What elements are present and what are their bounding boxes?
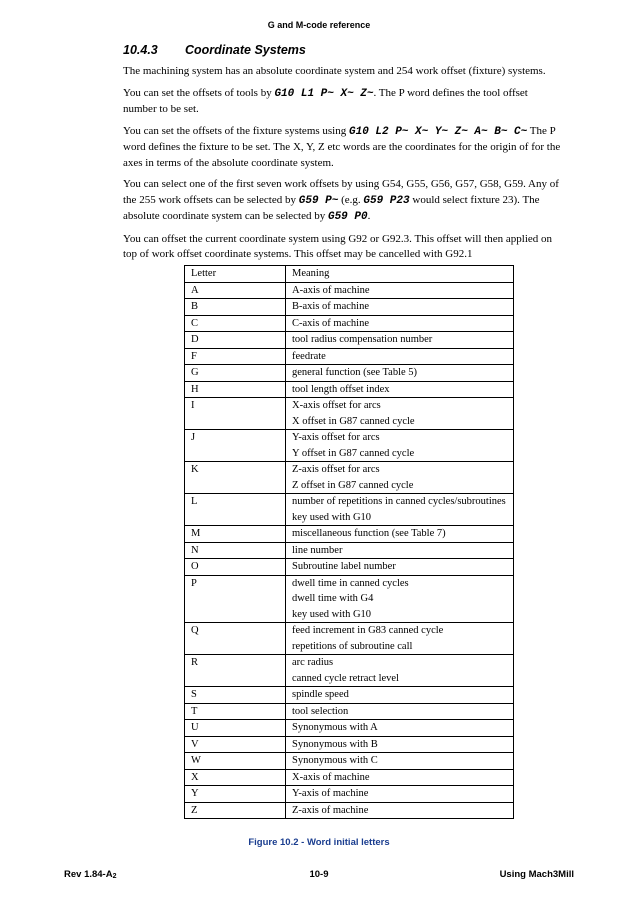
page-number: 10-9 (309, 869, 329, 880)
meaning-cell (286, 559, 514, 576)
letter-cell: M (185, 526, 286, 543)
letter-cell: J (185, 430, 286, 462)
product-name: Using Mach3Mill (499, 869, 574, 880)
meaning-line: tool selection (292, 705, 349, 717)
table-row (185, 687, 514, 704)
meaning-line: key used with G10 (292, 511, 372, 523)
table-row (185, 332, 514, 349)
table-row (185, 299, 514, 316)
section-title: Coordinate Systems (185, 43, 306, 57)
meaning-cell (286, 542, 514, 559)
table-row (185, 802, 514, 819)
table-row (185, 348, 514, 365)
meaning-line: Y-axis of machine (292, 788, 369, 799)
text-span: You can set the offsets of tools by (123, 86, 275, 99)
meaning-line: miscellaneous function (see Table 7) (292, 528, 446, 539)
meaning-line: Z-axis of machine (292, 804, 369, 816)
table-row (185, 282, 514, 299)
meaning-line: Z offset in G87 canned cycle (292, 479, 414, 491)
column-header-letter: Letter (185, 266, 286, 283)
meaning-line: B-axis of machine (292, 301, 369, 312)
meaning-line: Y-axis offset for arcs (292, 432, 380, 443)
letter-cell: O (185, 559, 286, 576)
letter-cell: Y (185, 786, 286, 803)
meaning-line: dwell time with G4 (292, 593, 374, 604)
letter-cell: X (185, 769, 286, 786)
meaning-cell (286, 430, 514, 462)
table-row (185, 786, 514, 803)
meaning-cell (286, 720, 514, 737)
letter-cell: G (185, 365, 286, 382)
meaning-cell (286, 753, 514, 770)
meaning-cell (286, 703, 514, 720)
letter-cell: A (185, 282, 286, 299)
text-span: (e.g. (338, 193, 364, 206)
meaning-line: Z-axis offset for arcs (292, 464, 380, 475)
revision-text: Rev 1.84-A (64, 869, 113, 880)
table-row (185, 623, 514, 655)
code-snippet: G59 P~ (298, 194, 339, 207)
meaning-cell (286, 655, 514, 687)
meaning-cell (286, 623, 514, 655)
text-span: . (367, 210, 371, 222)
table-body (185, 282, 514, 819)
code-snippet: G59 P23 (363, 194, 410, 207)
paragraph-5: You can offset the current coordinate system using G92 or G92.3. This offset will then applied on top of work offset coordinate systems. This offset may be cancelled with G92.1 (123, 232, 553, 260)
letter-cell: Q (185, 623, 286, 655)
meaning-cell (286, 687, 514, 704)
table-row (185, 575, 514, 623)
table-row (185, 494, 514, 526)
meaning-line: feedrate (292, 350, 326, 362)
letter-cell: C (185, 315, 286, 332)
letter-cell: B (185, 299, 286, 316)
meaning-cell (286, 736, 514, 753)
body-text (123, 64, 563, 269)
figure-caption: Figure 10.2 - Word initial letters (248, 837, 390, 848)
letter-cell: H (185, 381, 286, 398)
meaning-cell (286, 526, 514, 543)
letter-cell: L (185, 494, 286, 526)
letter-cell: I (185, 398, 286, 430)
meaning-line: Y offset in G87 canned cycle (292, 447, 415, 459)
letter-cell: U (185, 720, 286, 737)
section-heading (123, 43, 306, 57)
text-span: The P word defines the fixture to be set. The X, Y, Z etc words are the coordinates for the origin of for the axes in terms of the absolute coordinate system. (123, 124, 561, 169)
code-snippet: G10 L1 P~ X~ Z~ (274, 87, 374, 100)
table-row (185, 381, 514, 398)
table-row (185, 542, 514, 559)
letter-cell: V (185, 736, 286, 753)
letter-cell: S (185, 687, 286, 704)
text-span: You can select one of the first seven work offsets by using G54, G55, G56, G57, G58, G59. Any of the 255 work offsets can be selected by (123, 178, 559, 206)
table-row (185, 365, 514, 382)
meaning-cell (286, 315, 514, 332)
letter-cell: F (185, 348, 286, 365)
meaning-line: dwell time in canned cycles (292, 577, 409, 589)
text-span: . The P word defines the tool offset number to be set. (123, 86, 528, 115)
table-header-row (185, 266, 514, 283)
meaning-cell (286, 575, 514, 623)
meaning-cell (286, 494, 514, 526)
table-row (185, 526, 514, 543)
meaning-cell (286, 282, 514, 299)
meaning-line: tool radius compensation number (292, 334, 433, 345)
table-row (185, 315, 514, 332)
letter-cell: K (185, 462, 286, 494)
meaning-cell (286, 802, 514, 819)
meaning-line: repetitions of subroutine call (292, 640, 413, 652)
table-row (185, 398, 514, 430)
meaning-cell (286, 769, 514, 786)
meaning-line: Subroutine label number (292, 561, 396, 572)
meaning-line: general function (see Table 5) (292, 367, 418, 378)
revision-subscript: 2 (112, 873, 117, 880)
table-row (185, 655, 514, 687)
paragraph-2 (123, 86, 563, 118)
meaning-line: arc radius (292, 657, 334, 668)
letter-cell: Z (185, 802, 286, 819)
code-snippet: G10 L2 P~ X~ Y~ Z~ A~ B~ C~ (349, 125, 528, 138)
letter-cell: D (185, 332, 286, 349)
paragraph-4 (123, 177, 563, 226)
meaning-line: X-axis of machine (292, 771, 370, 783)
meaning-cell (286, 365, 514, 382)
meaning-line: canned cycle retract level (292, 672, 399, 684)
meaning-cell (286, 348, 514, 365)
meaning-cell (286, 398, 514, 430)
meaning-line: tool length offset index (292, 383, 390, 395)
table-row (185, 703, 514, 720)
meaning-line: line number (292, 544, 343, 556)
meaning-line: X offset in G87 canned cycle (292, 415, 415, 427)
meaning-cell (286, 381, 514, 398)
page-header: G and M-code reference (267, 20, 371, 30)
letter-cell: P (185, 575, 286, 623)
letter-cell: T (185, 703, 286, 720)
letter-cell: N (185, 542, 286, 559)
meaning-line: Synonymous with C (292, 755, 378, 766)
section-number: 10.4.3 (123, 43, 158, 57)
meaning-line: Synonymous with B (292, 738, 378, 750)
word-letters-table (184, 265, 514, 819)
meaning-line: feed increment in G83 canned cycle (292, 625, 444, 636)
meaning-line: spindle speed (292, 689, 349, 700)
letter-cell: R (185, 655, 286, 687)
meaning-cell (286, 299, 514, 316)
meaning-line: X-axis offset for arcs (292, 400, 381, 411)
table-row (185, 430, 514, 462)
text-span: would select fixture 23). The absolute coordinate system can be selected by (123, 193, 540, 222)
paragraph-1: The machining system has an absolute coordinate system and 254 work offset (fixture) systems. (123, 65, 546, 77)
table-row (185, 753, 514, 770)
table-row (185, 462, 514, 494)
table-row (185, 736, 514, 753)
code-snippet: G59 P0 (327, 211, 368, 223)
meaning-cell (286, 462, 514, 494)
meaning-line: Synonymous with A (292, 722, 378, 733)
table-row (185, 559, 514, 576)
table-row (185, 769, 514, 786)
paragraph-3 (123, 124, 563, 172)
meaning-cell (286, 332, 514, 349)
meaning-line: A-axis of machine (292, 284, 370, 296)
meaning-cell (286, 786, 514, 803)
meaning-line: number of repetitions in canned cycles/subroutines (292, 496, 506, 507)
meaning-line: C-axis of machine (292, 317, 369, 329)
column-header-meaning: Meaning (286, 266, 514, 283)
text-span: You can set the offsets of the fixture systems using (123, 124, 349, 137)
meaning-line: key used with G10 (292, 608, 372, 620)
table-row (185, 720, 514, 737)
letter-cell: W (185, 753, 286, 770)
